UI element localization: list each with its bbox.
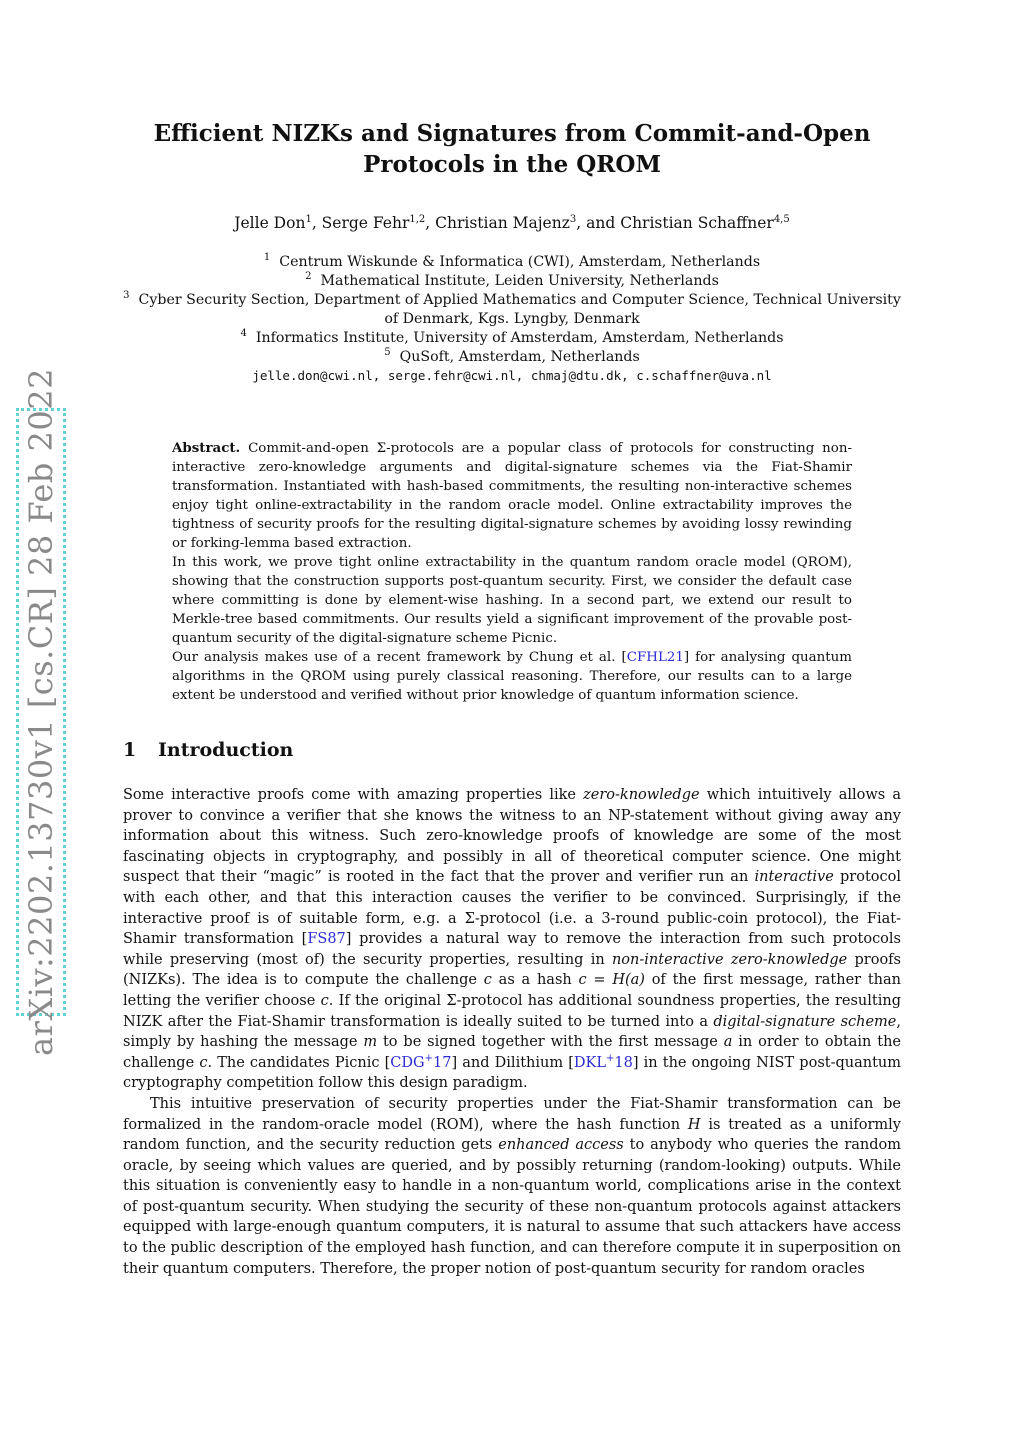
email-link[interactable]: chmaj@dtu.dk xyxy=(530,368,622,383)
title-line-2: Protocols in the QROM xyxy=(363,151,661,178)
author-affil-mark: 1,2 xyxy=(409,214,426,225)
email-list: jelle.don@cwi.nl, serge.fehr@cwi.nl, chmaj@dtu.dk, c.schaffner@uva.nl xyxy=(252,368,772,383)
author-affil-mark: 1 xyxy=(305,214,312,225)
email-link[interactable]: jelle.don@cwi.nl xyxy=(252,368,373,383)
section-title: Introduction xyxy=(158,739,294,761)
author-list: Jelle Don$^1$, Serge Fehr$^{1,2}$, Christian Majenz$^3$, and Christian Schaffner$^{4,5}$ xyxy=(234,214,790,232)
abstract-paragraph: Our analysis makes use of a recent framework by Chung et al. [CFHL21] for analysing quantum algorithms in the QROM using purely classical reasoning. Therefore, our results can to a large extent be understood and verified without prior knowledge of quantum information science. xyxy=(172,650,852,703)
section-number: 1 xyxy=(123,739,137,761)
citation-link[interactable]: CDG+17 xyxy=(390,1052,452,1071)
paper-title xyxy=(120,118,904,180)
arxiv-sidebar xyxy=(16,368,66,1056)
affiliation: $^3$ Cyber Security Section, Department of Applied Mathematics and Computer Science, Technical University of Denmark, Kgs. Lyngby, Denmark xyxy=(123,290,901,327)
affiliation-list xyxy=(120,253,904,367)
body-paragraph: This intuitive preservation of security properties under the Fiat-Shamir transformation can be formalized in the random-oracle model (ROM), where the hash function H is treated as a uniformly random function, and the security reduction gets enhanced access to anybody who queries the random oracle, by seeing which values are queried, and by possibly returning (random-looking) outputs. While this situation is conveniently easy to handle in a non-quantum world, complications arise in the context of post-quantum security. When studying the security of these non-quantum protocols against attackers equipped with large-enough quantum computers, it is natural to assume that such attackers have access to the public description of the employed hash function, and can therefore compute it in superposition on their quantum computers. Therefore, the proper notion of post-quantum security for random oracles xyxy=(123,1095,902,1277)
affiliation: $^2$ Mathematical Institute, Leiden University, Netherlands xyxy=(305,271,719,289)
title-line-1: Efficient NIZKs and Signatures from Commit-and-Open xyxy=(153,120,871,147)
affiliation: $^1$ Centrum Wiskunde & Informatica (CWI), Amsterdam, Netherlands xyxy=(263,252,761,270)
body-text xyxy=(123,785,901,1279)
section-heading xyxy=(123,739,293,761)
author-affil-mark: 4,5 xyxy=(773,214,790,225)
abstract xyxy=(172,439,852,705)
abstract-paragraph: Abstract. Commit-and-open Σ-protocols are a popular class of protocols for constructing non-interactive zero-knowledge arguments and digital-signature schemes via the Fiat-Shamir transformation. Instantiated with hash-based commitments, the resulting non-interactive schemes enjoy tight online-extractability in the random oracle model. Online extractability improves the tightness of security proofs for the resulting digital-signature schemes by avoiding lossy rewinding or forking-lemma based extraction. xyxy=(172,440,852,551)
body-paragraph: Some interactive proofs come with amazing properties like zero-knowledge which intuitively allows a prover to convince a verifier that she knows the witness to an NP-statement without giving away any information about this witness. Such zero-knowledge proofs of knowledge are some of the most fascinating objects in cryptography, and possibly in all of theoretical computer science. One might suspect that their “magic” is rooted in the fact that the prover and verifier run an interactive protocol with each other, and that this interaction causes the verifier to be convinced. Surprisingly, if the interactive proof is of suitable form, e.g. a Σ-protocol (i.e. a 3-round public-coin protocol), the Fiat-Shamir transformation [FS87] provides a natural way to remove the interaction from such protocols while preserving (most of) the security properties, resulting in non-interactive zero-knowledge proofs (NIZKs). The idea is to compute the challenge c as a hash c = H(a) of the first message, rather than letting the verifier choose c. If the original Σ-protocol has additional soundness properties, the resulting NIZK after the Fiat-Shamir transformation is ideally suited to be turned into a digital-signature scheme, simply by hashing the message m to be signed together with the first message a in order to obtain the challenge c. The candidates Picnic [CDG+17] and Dilithium [DKL+18] in the ongoing NIST post-quantum cryptography competition follow this design paradigm. xyxy=(123,787,902,1092)
email-link[interactable]: serge.fehr@cwi.nl xyxy=(387,368,516,383)
abstract-paragraph: In this work, we prove tight online extractability in the quantum random oracle model (QROM), showing that the construction supports post-quantum security. First, we consider the default case where committing is done by element-wise hashing. In a second part, we extend our result to Merkle-tree based commitments. Our results yield a significant improvement of the provable post-quantum security of the digital-signature scheme Picnic. xyxy=(172,555,852,646)
affiliation: $^5$ QuSoft, Amsterdam, Netherlands xyxy=(384,347,640,365)
author-name: Jelle Don xyxy=(234,214,306,232)
author-affil-mark: 3 xyxy=(569,214,577,225)
affiliation: $^4$ Informatics Institute, University of Amsterdam, Amsterdam, Netherlands xyxy=(240,328,784,346)
citation-link[interactable]: DKL+18 xyxy=(573,1052,633,1071)
email-link[interactable]: c.schaffner@uva.nl xyxy=(636,368,772,383)
citation-link[interactable]: CFHL21 xyxy=(626,650,684,665)
author-name: Christian Majenz xyxy=(435,214,570,232)
citation-link[interactable]: FS87 xyxy=(307,931,346,948)
author-name: Serge Fehr xyxy=(321,214,410,232)
abstract-label: Abstract. xyxy=(172,440,241,456)
author-name: Christian Schaffner xyxy=(620,214,774,232)
arxiv-identifier: arXiv:2202.13730v1 [cs.CR] 28 Feb 2022 xyxy=(22,368,60,1056)
